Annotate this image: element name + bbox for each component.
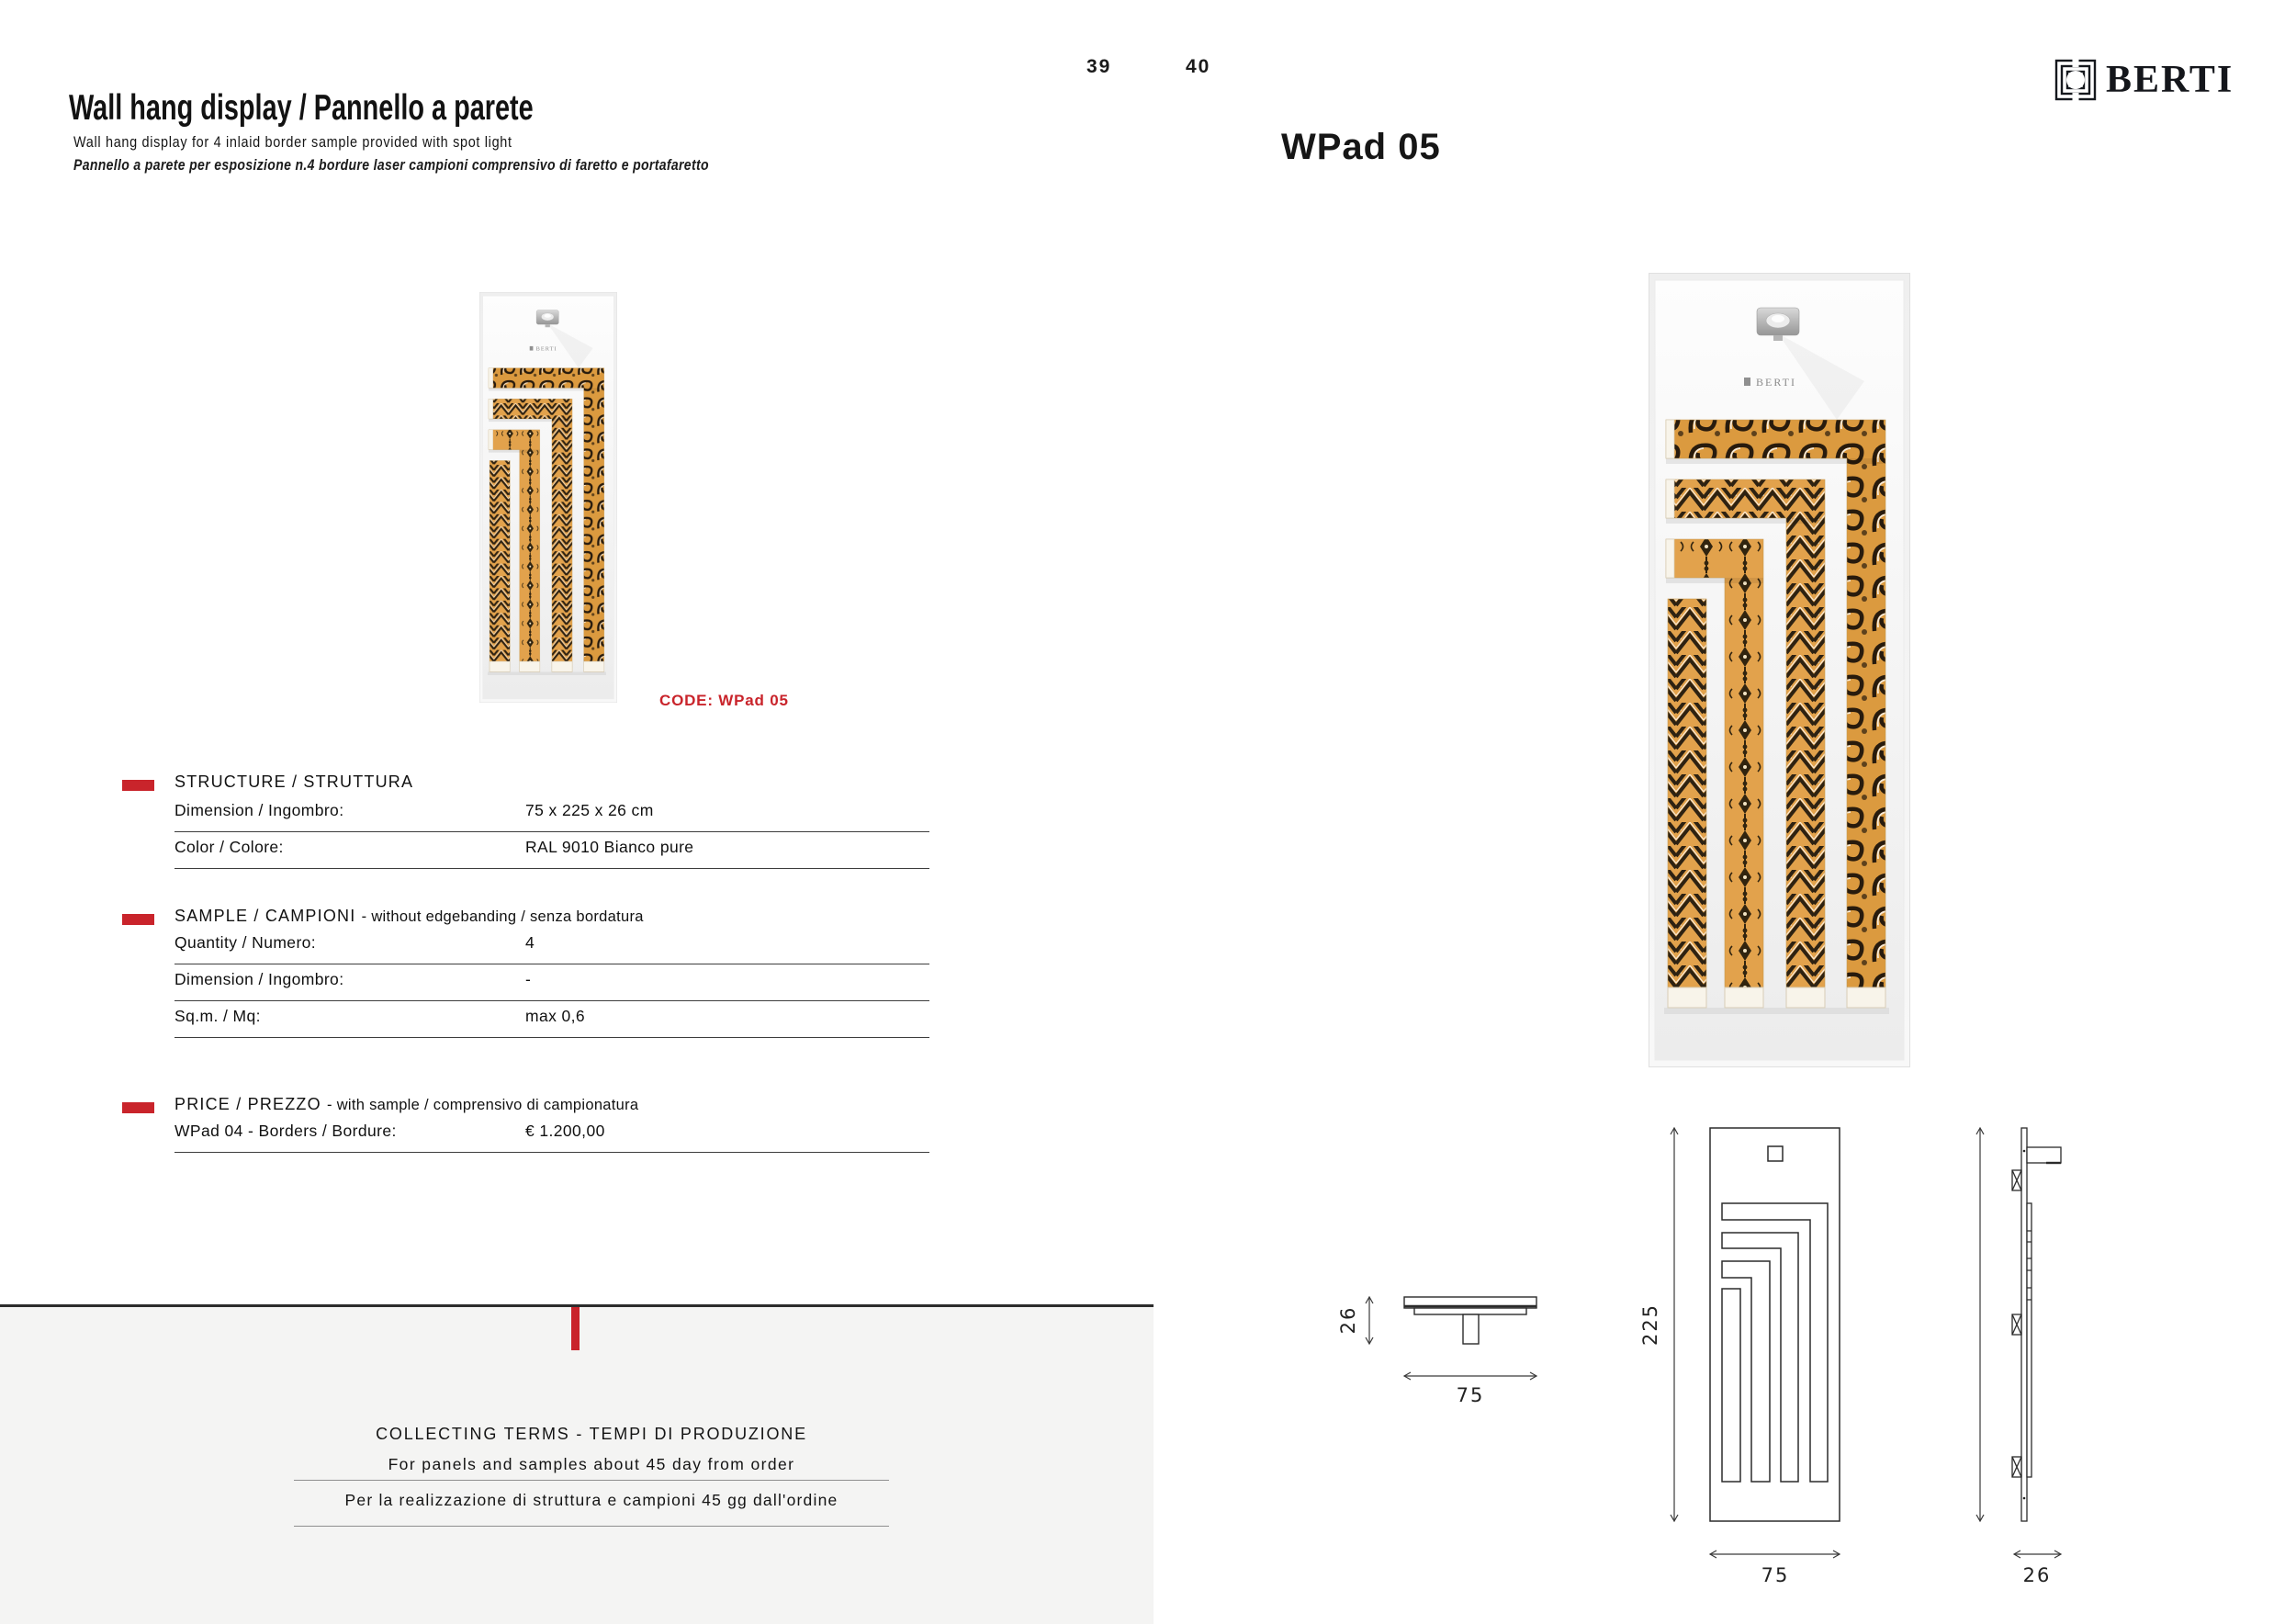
spec-label: WPad 04 - Borders / Bordure: [174,1122,397,1140]
dim-label-depth: 26 [2022,1564,2052,1586]
accent-red-bar [571,1307,580,1350]
dim-label-width: 75 [1456,1384,1485,1406]
spec-value: € 1.200,00 [525,1122,605,1140]
section-subtitle-text: - with sample / comprensivo di campionatura [327,1097,639,1113]
spec-label: Quantity / Numero: [174,933,317,952]
product-code: CODE: WPad 05 [659,692,789,709]
section-title-text: STRUCTURE / STRUTTURA [174,773,414,791]
section-title-structure [174,773,413,792]
berti-logo-icon [2054,59,2097,101]
table-row [174,801,929,832]
spec-label: Dimension / Ingombro: [174,970,344,988]
subtitle-it: Pannello a parete per esposizione n.4 bordure laser campioni comprensivo di faretto e portafaretto [73,157,709,174]
product-photo-large [1649,273,1910,1067]
dim-label-depth: 26 [1337,1305,1359,1335]
dim-label-height: 225 [1639,1303,1661,1347]
collecting-terms-line-en: For panels and samples about 45 day from order [294,1455,889,1481]
page-number-left: 39 [1086,56,1112,77]
drawing-front-view [1635,1111,1864,1598]
spec-value: 4 [525,933,535,952]
table-row [174,933,929,964]
model-title: WPad 05 [1281,127,1441,167]
page-number-right: 40 [1186,56,1211,77]
collecting-terms-title: COLLECTING TERMS - TEMPI DI PRODUZIONE [376,1425,807,1443]
collecting-terms-line-it: Per la realizzazione di struttura e campioni 45 gg dall'ordine [294,1484,889,1527]
spec-label: Dimension / Ingombro: [174,801,344,819]
section-marker [122,914,154,925]
subtitle-en: Wall hang display for 4 inlaid border sample provided with spot light [73,133,512,151]
section-title-sample [174,907,644,926]
table-row [174,838,929,869]
spec-value: RAL 9010 Bianco pure [525,838,694,856]
table-row [174,1007,929,1038]
drawing-top-view [1336,1281,1566,1419]
spec-value: 75 x 225 x 26 cm [525,801,654,819]
spec-value: - [525,970,532,988]
section-title-text: PRICE / PREZZO [174,1095,321,1113]
section-marker [122,1102,154,1113]
section-title-text: SAMPLE / CAMPIONI [174,907,356,925]
dim-label-width: 75 [1761,1564,1790,1586]
page-title: Wall hang display / Pannello a parete [69,88,534,129]
brand-logo-text: BERTI [2106,59,2234,101]
spec-label: Sq.m. / Mq: [174,1007,261,1025]
spec-label: Color / Colore: [174,838,284,856]
table-row [174,970,929,1001]
drawing-side-view [1965,1111,2085,1598]
section-marker [122,780,154,791]
spec-value: max 0,6 [525,1007,586,1025]
table-row [174,1122,929,1153]
section-title-price [174,1095,638,1114]
product-photo-small [479,292,617,703]
brand-logo [2054,59,2234,101]
section-subtitle-text: - without edgebanding / senza bordatura [361,908,644,925]
